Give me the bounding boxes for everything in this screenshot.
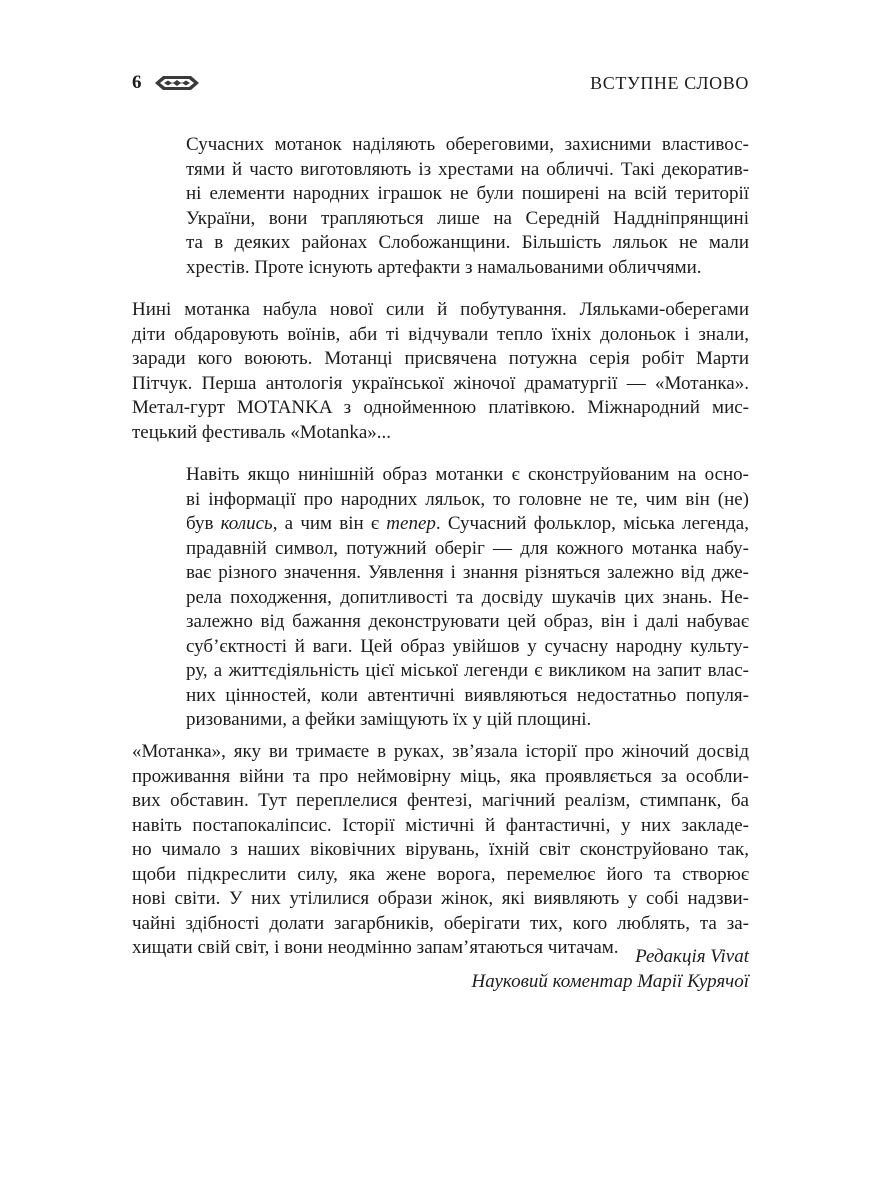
text-line: рела походження, допитливості та досвіду шукачів цих знань. Не-	[186, 586, 749, 608]
commentary-credit: Науковий коментар Марії Курячої	[471, 970, 749, 992]
text-line: хищати свій світ, і вони неодмінно запам’ятаються читачам.	[132, 937, 619, 958]
text-line: діти обдаровують воїнів, аби ті відчували тепло їхніх долоньок і знали,	[132, 323, 749, 345]
text-fragment: , а чим він є	[272, 513, 387, 534]
text-line: нові світи. У них утілилися образи жінок, які виявляють у собі надзви-	[132, 888, 749, 909]
text-line: заради кого воюють. Мотанці присвячена потужна серія робіт Марти	[132, 348, 749, 369]
text-line: проживання війни та про неймовірну міць, яка проявляється за особли-	[132, 765, 749, 787]
text-line: них цінностей, коли автентичні виявляються недостатньо популя-	[186, 684, 749, 706]
emphasis-kolys: колись	[220, 513, 273, 534]
indented-quote-2	[186, 463, 749, 733]
ornament-icon	[154, 74, 200, 97]
text-line: суб’єктності й ваги. Цей образ увійшов у сучасну народну культу-	[186, 635, 749, 657]
text-fragment: був	[186, 513, 221, 534]
paragraph-2	[132, 740, 749, 961]
text-line: тецький фестиваль «Motanka»...	[132, 421, 392, 443]
text-line: Пітчук. Перша антологія української жіночої драматургії — «Мотанка».	[132, 372, 749, 394]
page-number: 6	[132, 72, 142, 93]
editor-credit: Редакція Vivat	[635, 946, 749, 967]
text-line: ні елементи народних іграшок не були поширені на всій території	[186, 183, 749, 204]
text-line: Нині мотанка набула нової сили й побутування. Ляльками-оберегами	[132, 299, 749, 320]
running-title: ВСТУПНЕ СЛОВО	[590, 73, 749, 93]
text-fragment: . Сучасний фольклор, міська легенда,	[435, 513, 749, 534]
text-line: Сучасних мотанок наділяють обереговими, захисними властивос-	[186, 134, 749, 155]
text-line: України, вони трапляються лише на Середній Наддніпрянщині	[186, 207, 749, 229]
emphasis-teper: тепер	[386, 513, 436, 534]
text-line: та в деяких районах Слобожанщини. Більшість ляльок не мали	[186, 232, 749, 253]
text-line-with-emphasis	[186, 512, 749, 537]
text-line: тями й часто виготовляють із хрестами на обличчі. Такі декоратив-	[186, 158, 749, 180]
text-line: ві інформації про народних ляльок, то головне не те, чим він (не)	[186, 488, 749, 510]
text-line: ру, а життєдіяльність цієї міської легенди є викликом на запит влас-	[186, 660, 749, 681]
text-line: ризованими, а фейки заміщують їх у цій площині.	[186, 709, 592, 730]
text-line: вих обставин. Тут переплелися фентезі, магічний реалізм, стимпанк, ба	[132, 790, 749, 811]
text-line: залежно від бажання деконструювати цей образ, він і далі набуває	[186, 611, 749, 632]
signature-block	[472, 945, 749, 994]
indented-quote-1	[186, 133, 749, 280]
text-line: ває різного значення. Уявлення і знання різняться залежно від дже-	[186, 562, 749, 583]
paragraph-1	[132, 298, 749, 445]
text-line: щоби підкреслити силу, яка жене ворога, перемелює його та створює	[132, 863, 749, 885]
text-line: Метал-гурт MOTANKA з однойменною платівкою. Міжнародний мис-	[132, 397, 749, 418]
text-line: «Мотанка», яку ви тримаєте в руках, зв’язала історії про жіночий досвід	[132, 741, 749, 762]
text-line: Навіть якщо нинішній образ мотанки є сконструйованим на осно-	[186, 464, 749, 485]
text-line: прадавній символ, потужний оберіг — для кожного мотанка набу-	[186, 537, 749, 559]
text-line: хрестів. Проте існують артефакти з намальованими обличчями.	[186, 256, 702, 278]
text-line: навіть постапокаліпсис. Історії містичні й фантастичні, у них закладе-	[132, 814, 749, 836]
text-line: чайні здібності долати загарбників, оберігати тих, кого люблять, та за-	[132, 912, 749, 934]
text-line: но чимало з наших віковічних вірувань, їхній світ сконструйовано так,	[132, 839, 749, 860]
running-header	[132, 70, 749, 100]
